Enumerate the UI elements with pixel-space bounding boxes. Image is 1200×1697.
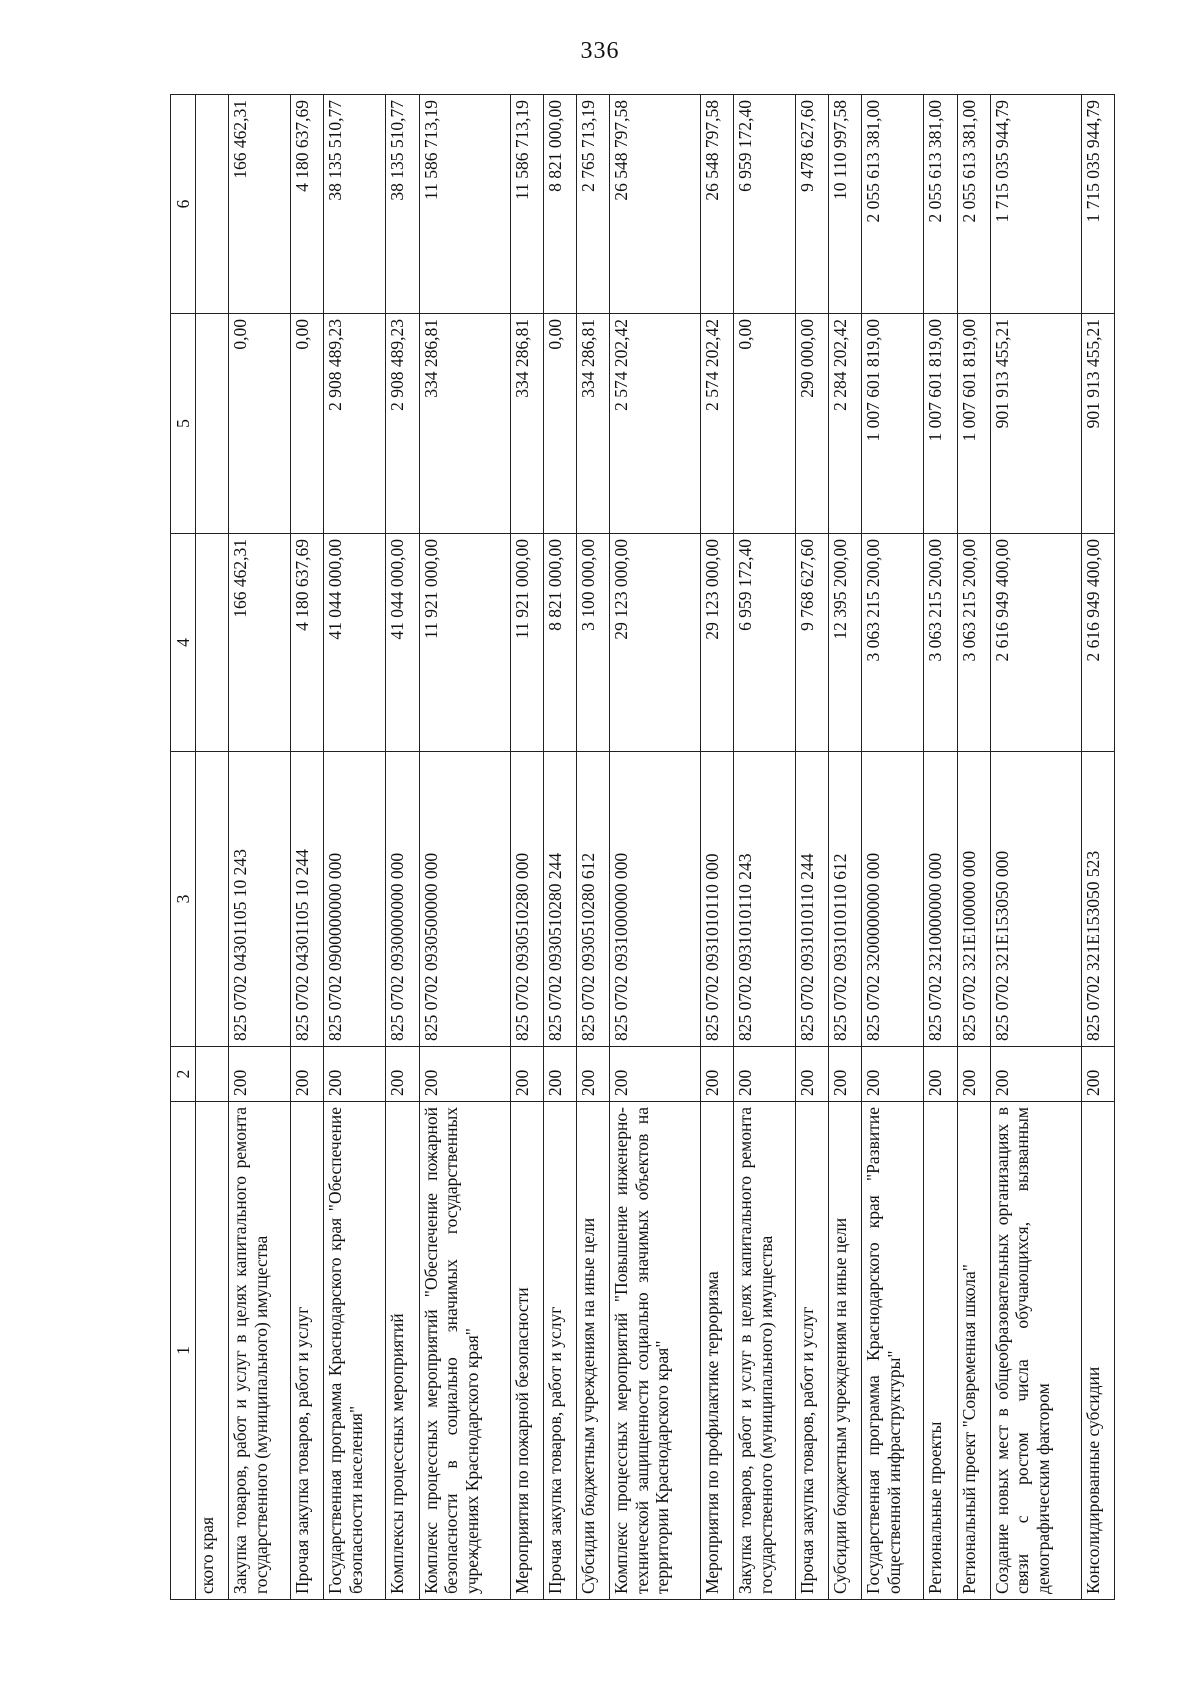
header-col-1: 1	[171, 1102, 196, 1600]
row-value-col6: 2 765 713,19	[576, 95, 609, 314]
row-value-col6: 11 586 713,19	[510, 95, 543, 314]
row-name-cell: Мероприятия по профилактике терроризма	[700, 1102, 733, 1600]
row-code-cell: 825 0702 321E153050 000	[990, 752, 1081, 1047]
row-code-cell: 825 0702 0931010110 000	[700, 752, 733, 1047]
row-value-col5: 0,00	[229, 314, 291, 534]
row-value-col6: 166 462,31	[229, 95, 291, 314]
row-value-col6: 38 135 510,77	[386, 95, 419, 314]
row-value-col4: 2 616 949 400,00	[990, 534, 1081, 752]
row-code-cell: 825 0702 3210000000 000	[924, 752, 957, 1047]
budget-table	[170, 94, 1115, 1600]
row-value-col6: 6 959 172,40	[734, 95, 796, 314]
row-code-cell: 825 0702 0931010110 243	[734, 752, 796, 1047]
row-col2-cell: 200	[576, 1047, 609, 1102]
row-col2-cell: 200	[510, 1047, 543, 1102]
row-value-col4	[196, 534, 229, 752]
row-col2-cell: 200	[386, 1047, 419, 1102]
row-code-cell: 825 0702 0931010110 612	[829, 752, 862, 1047]
row-col2-cell: 200	[324, 1047, 386, 1102]
row-col2-cell: 200	[796, 1047, 829, 1102]
row-name-cell: Региональный проект "Современная школа"	[957, 1102, 990, 1600]
row-value-col6: 2 055 613 381,00	[862, 95, 924, 314]
row-col2-cell: 200	[700, 1047, 733, 1102]
row-name-cell: Комплекс процессных мероприятий "Обеспечение пожарной безопасности в социально значимых государственных учреждениях Краснодарского края"	[419, 1102, 510, 1600]
row-value-col5: 2 908 489,23	[324, 314, 386, 534]
row-code-cell: 825 0702 0930510280 612	[576, 752, 609, 1047]
row-value-col4: 9 768 627,60	[796, 534, 829, 752]
row-name-cell: Создание новых мест в общеобразовательных организациях в связи с ростом числа обучающихся, вызванным демографическим фактором	[990, 1102, 1081, 1600]
table-row	[700, 95, 733, 1600]
table-row	[291, 95, 324, 1600]
row-value-col5: 0,00	[543, 314, 576, 534]
row-name-cell: Прочая закупка товаров, работ и услуг	[291, 1102, 324, 1600]
row-value-col4: 29 123 000,00	[609, 534, 700, 752]
row-name-cell: Комплексы процессных мероприятий	[386, 1102, 419, 1600]
row-name-cell: Мероприятия по пожарной безопасности	[510, 1102, 543, 1600]
row-value-col6: 1 715 035 944,79	[990, 95, 1081, 314]
row-name-cell: Региональные проекты	[924, 1102, 957, 1600]
row-value-col6: 38 135 510,77	[324, 95, 386, 314]
table-row	[990, 95, 1081, 1600]
row-value-col6: 2 055 613 381,00	[924, 95, 957, 314]
row-value-col5: 0,00	[734, 314, 796, 534]
header-col-2: 2	[171, 1047, 196, 1102]
table-row	[510, 95, 543, 1600]
header-col-5: 5	[171, 314, 196, 534]
table-row	[829, 95, 862, 1600]
row-value-col5: 2 574 202,42	[609, 314, 700, 534]
row-value-col5: 334 286,81	[419, 314, 510, 534]
row-value-col4: 2 616 949 400,00	[1081, 534, 1114, 752]
row-value-col4: 11 921 000,00	[510, 534, 543, 752]
row-value-col6	[196, 95, 229, 314]
row-name-cell: Комплекс процессных мероприятий "Повышение инженерно-технической защищенности социально значимых объектов на территории Краснодарского края"	[609, 1102, 700, 1600]
row-col2-cell: 200	[291, 1047, 324, 1102]
row-name-cell: Закупка товаров, работ и услуг в целях капитального ремонта государственного (муниципального) имущества	[734, 1102, 796, 1600]
row-value-col6: 10 110 997,58	[829, 95, 862, 314]
row-value-col4: 41 044 000,00	[386, 534, 419, 752]
table-row	[796, 95, 829, 1600]
row-name-cell: Прочая закупка товаров, работ и услуг	[796, 1102, 829, 1600]
row-code-cell: 825 0702 3200000000 000	[862, 752, 924, 1047]
table-row	[419, 95, 510, 1600]
row-code-cell: 825 0702 321E100000 000	[957, 752, 990, 1047]
row-value-col5: 1 007 601 819,00	[862, 314, 924, 534]
rotated-table-container	[170, 95, 1115, 1600]
row-value-col5: 901 913 455,21	[990, 314, 1081, 534]
row-name-cell: Субсидии бюджетным учреждениям на иные цели	[829, 1102, 862, 1600]
row-code-cell: 825 0702 0931010110 244	[796, 752, 829, 1047]
row-col2-cell: 200	[419, 1047, 510, 1102]
row-col2-cell: 200	[829, 1047, 862, 1102]
row-name-cell: Прочая закупка товаров, работ и услуг	[543, 1102, 576, 1600]
row-code-cell: 825 0702 04301105 10 243	[229, 752, 291, 1047]
page-number: 336	[580, 38, 620, 64]
row-col2-cell: 200	[862, 1047, 924, 1102]
row-col2-cell: 200	[543, 1047, 576, 1102]
table-row	[543, 95, 576, 1600]
row-col2-cell: 200	[229, 1047, 291, 1102]
row-value-col4: 12 395 200,00	[829, 534, 862, 752]
row-value-col6: 26 548 797,58	[700, 95, 733, 314]
table-row	[1081, 95, 1114, 1600]
row-value-col4: 3 100 000,00	[576, 534, 609, 752]
row-value-col6: 4 180 637,69	[291, 95, 324, 314]
row-value-col4: 4 180 637,69	[291, 534, 324, 752]
row-code-cell: 825 0702 0900000000 000	[324, 752, 386, 1047]
row-name-cell: Государственная программа Краснодарского края "Развитие общественной инфраструктуры"	[862, 1102, 924, 1600]
row-value-col5: 901 913 455,21	[1081, 314, 1114, 534]
row-value-col5: 2 284 202,42	[829, 314, 862, 534]
row-value-col4: 166 462,31	[229, 534, 291, 752]
table-row	[609, 95, 700, 1600]
row-name-cell: Субсидии бюджетным учреждениям на иные цели	[576, 1102, 609, 1600]
table-row	[734, 95, 796, 1600]
header-col-6: 6	[171, 95, 196, 314]
row-name-cell: Закупка товаров, работ и услуг в целях капитального ремонта государственного (муниципального) имущества	[229, 1102, 291, 1600]
row-value-col6: 2 055 613 381,00	[957, 95, 990, 314]
row-col2-cell: 200	[1081, 1047, 1114, 1102]
row-value-col5: 0,00	[291, 314, 324, 534]
row-value-col6: 26 548 797,58	[609, 95, 700, 314]
table-row	[862, 95, 924, 1600]
row-value-col5: 334 286,81	[510, 314, 543, 534]
row-code-cell: 825 0702 0930510280 000	[510, 752, 543, 1047]
row-code-cell: 825 0702 0930000000 000	[386, 752, 419, 1047]
table-row	[196, 95, 229, 1600]
row-value-col5	[196, 314, 229, 534]
row-code-cell: 825 0702 0931000000 000	[609, 752, 700, 1047]
row-value-col4: 6 959 172,40	[734, 534, 796, 752]
row-value-col4: 3 063 215 200,00	[957, 534, 990, 752]
table-body	[196, 95, 1115, 1600]
row-value-col5: 2 574 202,42	[700, 314, 733, 534]
row-value-col6: 11 586 713,19	[419, 95, 510, 314]
header-col-4: 4	[171, 534, 196, 752]
row-col2-cell: 200	[957, 1047, 990, 1102]
row-code-cell: 825 0702 0930510280 244	[543, 752, 576, 1047]
row-name-cell: Государственная программа Краснодарского края "Обеспечение безопасности населения"	[324, 1102, 386, 1600]
table-row	[386, 95, 419, 1600]
row-col2-cell	[196, 1047, 229, 1102]
row-col2-cell: 200	[990, 1047, 1081, 1102]
row-value-col5: 334 286,81	[576, 314, 609, 534]
row-value-col4: 29 123 000,00	[700, 534, 733, 752]
row-value-col6: 8 821 000,00	[543, 95, 576, 314]
table-row	[229, 95, 291, 1600]
row-col2-cell: 200	[609, 1047, 700, 1102]
row-name-cell: ского края	[196, 1102, 229, 1600]
row-code-cell: 825 0702 0930500000 000	[419, 752, 510, 1047]
row-value-col5: 2 908 489,23	[386, 314, 419, 534]
row-value-col4: 11 921 000,00	[419, 534, 510, 752]
row-value-col4: 41 044 000,00	[324, 534, 386, 752]
row-name-cell: Консолидированные субсидии	[1081, 1102, 1114, 1600]
row-value-col5: 1 007 601 819,00	[957, 314, 990, 534]
row-value-col5: 290 000,00	[796, 314, 829, 534]
header-col-3: 3	[171, 752, 196, 1047]
header-row	[171, 95, 196, 1600]
table-row	[324, 95, 386, 1600]
row-col2-cell: 200	[734, 1047, 796, 1102]
row-value-col4: 8 821 000,00	[543, 534, 576, 752]
table-row	[924, 95, 957, 1600]
row-code-cell: 825 0702 321E153050 523	[1081, 752, 1114, 1047]
row-value-col6: 1 715 035 944,79	[1081, 95, 1114, 314]
row-value-col6: 9 478 627,60	[796, 95, 829, 314]
table-row	[957, 95, 990, 1600]
row-code-cell	[196, 752, 229, 1047]
row-value-col4: 3 063 215 200,00	[862, 534, 924, 752]
row-value-col4: 3 063 215 200,00	[924, 534, 957, 752]
row-value-col5: 1 007 601 819,00	[924, 314, 957, 534]
row-col2-cell: 200	[924, 1047, 957, 1102]
table-row	[576, 95, 609, 1600]
row-code-cell: 825 0702 04301105 10 244	[291, 752, 324, 1047]
